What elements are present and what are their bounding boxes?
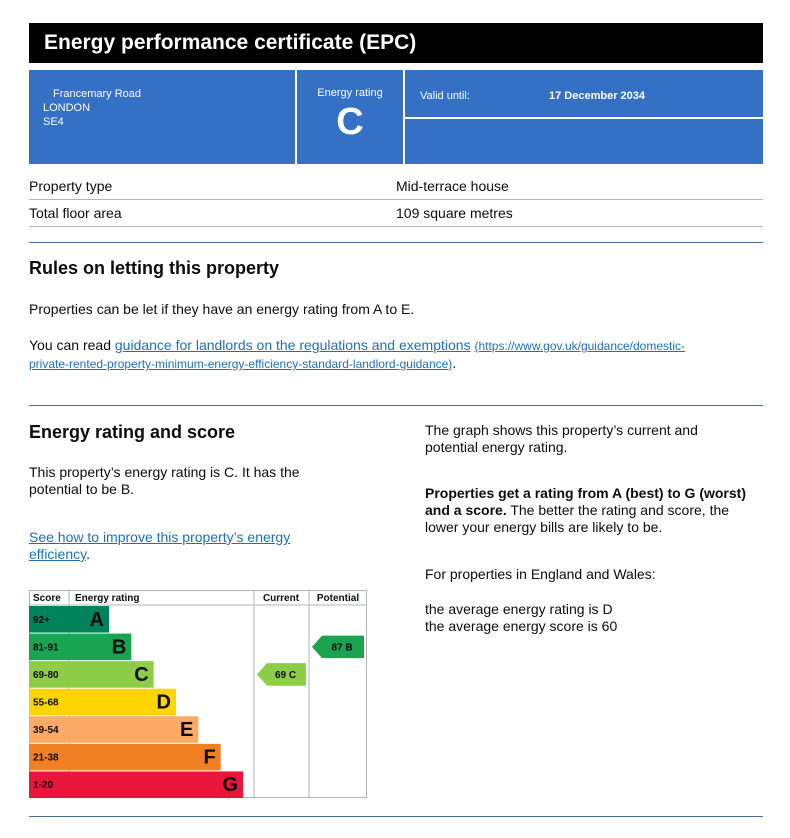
page-title: Energy performance certificate (EPC) <box>29 23 763 63</box>
header-2: Current <box>262 593 300 604</box>
rating-scale-text-2: The better the rating and score, the <box>506 502 730 518</box>
letting-paragraph: Properties can be let if they have an energy rating from A to E. <box>29 301 415 317</box>
score-label-B: 81-91 <box>33 642 59 654</box>
band-bar-G <box>69 771 243 798</box>
guidance-url-link-1[interactable]: (https://www.gov.uk/guidance/domestic- <box>474 339 686 353</box>
valid-until-date: 17 December 2034 <box>549 90 646 102</box>
potential-rating-label: 87 B <box>331 642 353 654</box>
address-line-3: SE4 <box>43 116 64 128</box>
rating-scale-text-3: lower your energy bills are likely to be. <box>425 519 663 535</box>
table-row <box>29 173 763 200</box>
valid-until-label: Valid until: <box>420 90 470 102</box>
energy-rating-chart <box>29 590 367 798</box>
improve-paragraph <box>29 529 290 563</box>
property-type-label: Property type <box>29 178 113 194</box>
current-rating-label: 69 C <box>274 669 297 681</box>
improve-link-2[interactable]: efficiency <box>29 546 87 562</box>
guidance-paragraph <box>29 337 763 373</box>
graph-explainer-line-2: potential energy rating. <box>425 439 568 455</box>
average-paragraph <box>425 601 617 635</box>
floor-area-value: 109 square metres <box>396 205 513 221</box>
average-rating-text: the average energy rating is D <box>425 601 613 617</box>
rating-heading: Energy rating and score <box>29 422 236 442</box>
band-bar-F <box>69 744 221 771</box>
improve-link-1[interactable]: See how to improve this property’s energy <box>29 529 291 545</box>
band-letter-A: A <box>89 608 104 631</box>
property-type-value: Mid-terrace house <box>396 178 509 194</box>
rating-text-line-2: potential to be B. <box>29 481 135 497</box>
valid-until-block <box>405 70 763 117</box>
address-line-2: LONDON <box>43 102 91 114</box>
band-letter-F: F <box>203 746 216 769</box>
guidance-url-link-2[interactable]: private-rented-property-minimum-energy-efficiency-standard-landlord-guidance) <box>29 357 453 371</box>
band-bar-E <box>69 716 198 743</box>
address-block <box>29 70 295 164</box>
guidance-prefix: You can read <box>29 337 115 353</box>
table-row <box>29 200 763 227</box>
energy-rating-letter: C <box>336 101 364 143</box>
section-divider <box>29 405 763 406</box>
score-label-C: 69-80 <box>33 669 59 681</box>
band-letter-B: B <box>111 636 127 659</box>
header-3: Potential <box>316 593 360 604</box>
energy-rating-block <box>297 70 403 164</box>
rating-scale-explainer <box>425 485 746 536</box>
guidance-suffix: . <box>452 355 457 371</box>
section-divider <box>29 816 763 817</box>
certificate-summary <box>29 70 763 164</box>
rating-paragraph <box>29 464 300 498</box>
rating-scale-bold-2: and a score. <box>425 502 507 518</box>
score-label-A: 92+ <box>33 614 50 626</box>
letting-heading: Rules on letting this property <box>29 258 280 278</box>
graph-explainer <box>425 422 698 456</box>
section-divider <box>29 242 763 243</box>
guidance-link[interactable]: guidance for landlords on the regulations and exemptions <box>114 337 471 353</box>
band-letter-D: D <box>156 691 171 714</box>
band-letter-C: C <box>134 663 149 686</box>
score-label-D: 55-68 <box>33 697 59 709</box>
graph-explainer-line-1: The graph shows this property’s current and <box>425 422 698 438</box>
address-line-1: Francemary Road <box>53 88 142 100</box>
floor-area-label: Total floor area <box>29 205 122 221</box>
score-label-E: 39-54 <box>33 725 59 737</box>
header-1: Energy rating <box>75 593 140 604</box>
rating-text-line-1: This property’s energy rating is C. It has the <box>29 464 300 480</box>
improve-suffix: . <box>86 546 90 562</box>
header-0: Score <box>33 593 61 604</box>
band-letter-E: E <box>179 719 194 742</box>
band-letter-G: G <box>222 774 238 797</box>
energy-rating-graph <box>29 590 367 798</box>
energy-rating-label: Energy rating <box>317 87 383 99</box>
average-score-text: the average energy score is 60 <box>425 618 618 634</box>
region-paragraph: For properties in England and Wales: <box>425 566 656 582</box>
certificate-number-block <box>405 119 763 164</box>
score-label-G: 1-20 <box>33 780 54 792</box>
property-details-table <box>29 173 763 227</box>
rating-scale-bold-1: Properties get a rating from A (best) to G (worst) <box>425 485 746 501</box>
score-label-F: 21-38 <box>33 752 59 764</box>
